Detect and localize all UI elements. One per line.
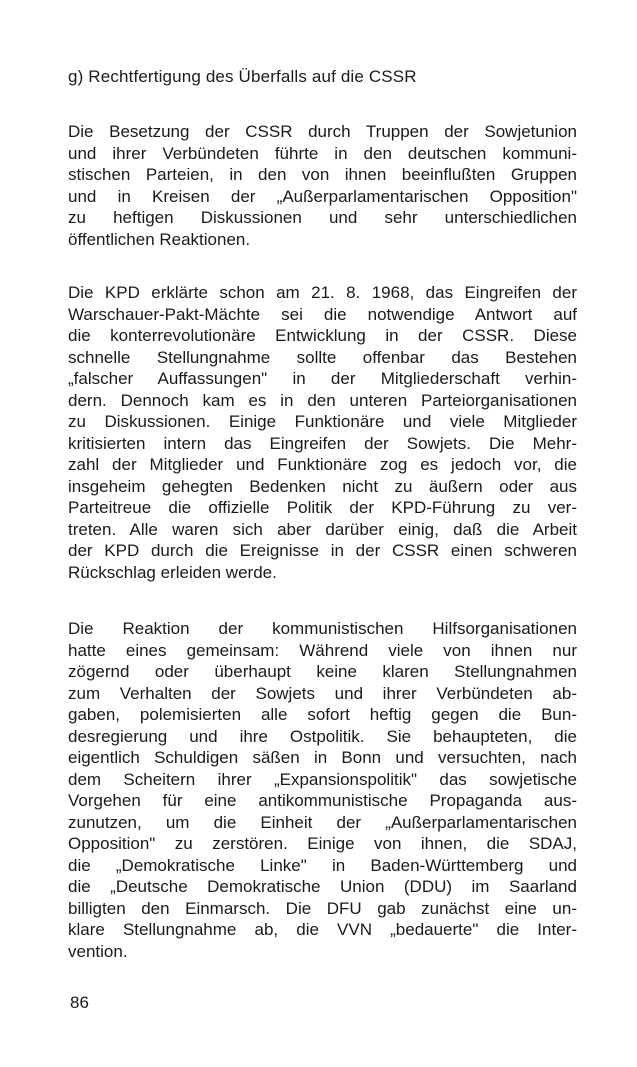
text-line: gaben, polemisierten alle sofort heftig gegen die Bun- [68, 705, 577, 724]
section-heading: g) Rechtfertigung des Überfalls auf die CSSR [68, 67, 417, 86]
text-line: und ihrer Verbündeten führte in den deutschen kommuni- [68, 143, 577, 163]
paragraph-2 [68, 282, 577, 583]
text-line: treten. Alle waren sich aber darüber einig, daß die Arbeit [68, 519, 577, 539]
text-line: dem Scheitern ihrer „Expansionspolitik" das sowjetische [68, 769, 577, 789]
text-line: zunutzen, um die Einheit der „Außerparlamentarischen [68, 812, 577, 832]
text-line: vention. [68, 941, 128, 961]
text-line: zu Diskussionen. Einige Funktionäre und viele Mitglieder [68, 412, 577, 431]
text-line: und in Kreisen der „Außerparlamentarischen Opposition" [68, 186, 577, 206]
paragraph-1 [68, 121, 577, 250]
paragraph-3 [68, 618, 577, 962]
text-line: zum Verhalten der Sowjets und ihrer Verbündeten ab- [68, 683, 577, 703]
text-line: desregierung und ihre Ostpolitik. Sie behaupteten, die [68, 726, 577, 746]
text-line: Die KPD erklärte schon am 21. 8. 1968, das Eingreifen der [68, 283, 577, 302]
text-line: zögernd oder überhaupt keine klaren Stellungnahmen [68, 662, 577, 681]
text-line: zahl der Mitglieder und Funktionäre zog es jedoch vor, die [68, 455, 577, 474]
text-line: der KPD durch die Ereignisse in der CSSR einen schweren [68, 541, 577, 560]
text-line: billigten den Einmarsch. Die DFU gab zunächst eine un- [68, 898, 577, 918]
text-line: hatte eines gemeinsam: Während viele von ihnen nur [68, 640, 577, 660]
text-line: zu heftigen Diskussionen und sehr unterschiedlichen [68, 208, 577, 227]
text-line: klare Stellungnahme ab, die VVN „bedauerte" die Inter- [68, 920, 577, 939]
text-line: „falscher Auffassungen" in der Mitgliederschaft verhin- [68, 369, 577, 388]
text-line: Parteitreue die offizielle Politik der KPD-Führung zu ver- [68, 498, 577, 517]
text-line: die „Deutsche Demokratische Union (DDU) im Saarland [68, 877, 577, 896]
page-number: 86 [70, 993, 89, 1012]
text-line: öffentlichen Reaktionen. [68, 229, 251, 249]
text-line: Vorgehen für eine antikommunistische Propaganda aus- [68, 791, 577, 810]
text-line: kritisierten intern das Eingreifen der Sowjets. Die Mehr- [68, 433, 577, 453]
text-line: Rückschlag erleiden werde. [68, 562, 277, 582]
text-line: die konterrevolutionäre Entwicklung in der CSSR. Diese [68, 326, 577, 345]
text-line: Die Reaktion der kommunistischen Hilfsorganisationen [68, 619, 577, 638]
text-line: stischen Parteien, in den von ihnen beeinflußten Gruppen [68, 165, 577, 184]
text-line: die „Demokratische Linke" in Baden-Württemberg und [68, 855, 577, 875]
text-line: Die Besetzung der CSSR durch Truppen der Sowjetunion [68, 122, 577, 141]
text-line: insgeheim gehegten Bedenken nicht zu äußern oder aus [68, 476, 577, 496]
text-line: schnelle Stellungnahme sollte offenbar das Bestehen [68, 347, 577, 367]
text-line: eigentlich Schuldigen säßen in Bonn und versuchten, nach [68, 748, 577, 767]
text-line: dern. Dennoch kam es in den unteren Parteiorganisationen [68, 390, 577, 410]
text-line: Warschauer-Pakt-Mächte sei die notwendige Antwort auf [68, 304, 577, 324]
text-line: Opposition" zu zerstören. Einige von ihnen, die SDAJ, [68, 834, 577, 853]
